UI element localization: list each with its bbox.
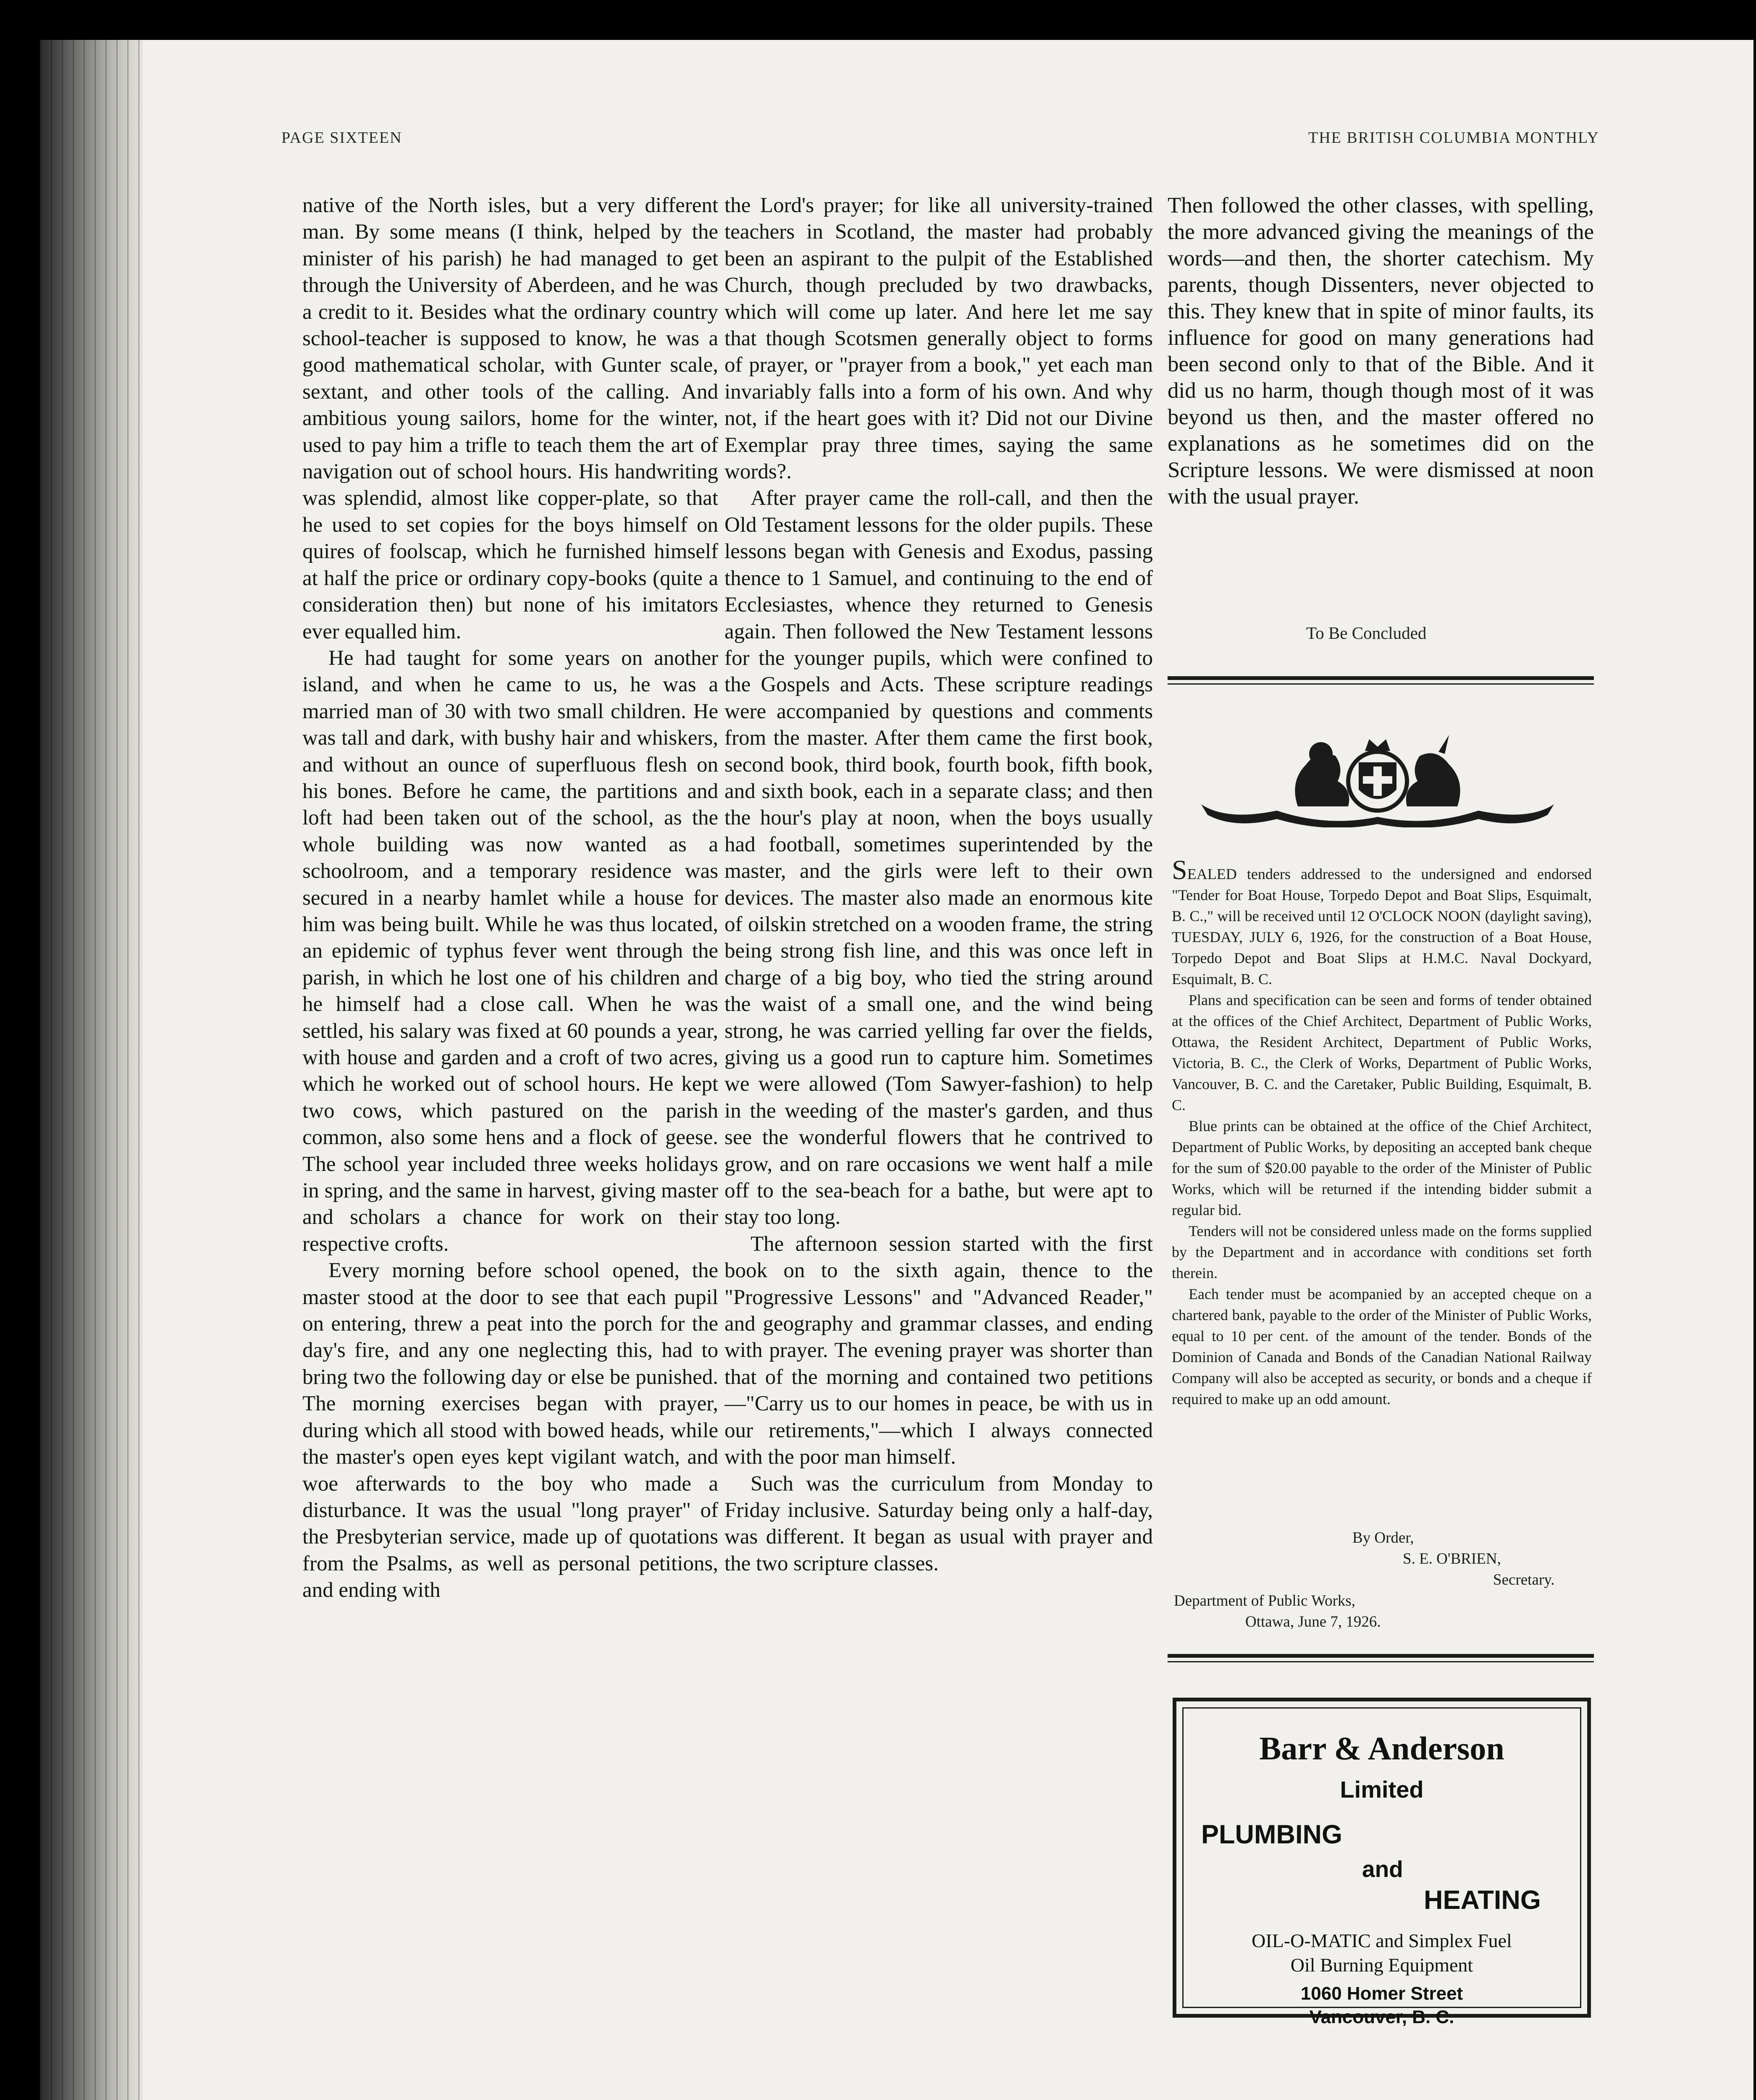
royal-coat-of-arms-icon (1193, 731, 1562, 827)
tender-paragraph: Each tender must be acompanied by an accepted cheque on a chartered bank, payable to the order of the Minister of Public Works, equal to 10 per cent. of the amount of the tender. Bonds of the Dominion of Canada and Bonds of the Canadian National Railway Company will also be accepted as security, or bonds and a cheque if required to make up an odd amount. (1172, 1286, 1592, 1407)
paragraph: Every morning before school opened, the master stood at the door to see that each pupil on entering, threw a peat into the porch for the day's fire, and any one neglecting this, had to bring two the following day or else be punished. The morning exercises began with prayer, during which all stood with bowed heads, while the master's open eyes kept vigilant watch, and woe afterwards to the boy who made a disturbance. It was the usual "long prayer" of the Presbyterian service, made up of quotations from the Psalms, as well as personal petitions, and ending with (302, 1259, 718, 1602)
ad-limited: Limited (1340, 1776, 1424, 1803)
paragraph: Then followed the other classes, with spelling, the more advanced giving the meanings of the words—and then, the shorter catechism. My parents, though Dissenters, never objected to this. They knew that in spite of minor faults, its influence for good on many generations had been second only to that of the Bible. And it did us no harm, though though most of it was beyond us then, and the master offered no explanations as he sometimes did on the Scripture lessons. We were dismissed at noon with the usual prayer. (1168, 193, 1594, 509)
paragraph: Such was the curriculum from Monday to Friday inclusive. Saturday being only a half-day, was different. It began as usual with prayer and the two scripture classes. (724, 1472, 1153, 1575)
page-number-header: PAGE SIXTEEN (281, 129, 402, 147)
divider-rule (1168, 1654, 1594, 1658)
divider-rule (1168, 676, 1594, 680)
divider-rule-thin (1168, 1661, 1594, 1662)
paragraph: The afternoon session started with the first book on to the sixth again, thence to the "Progressive Lessons" and "Advanced Reader," and geography and grammar classes, and ending with prayer. The evening prayer was shorter than that of the morning and contained two petitions—"Carry us to our homes in peace, be with us in our retirements,"—which I always connected with the poor man himself. (724, 1232, 1153, 1469)
sealed-tenders-notice (1172, 855, 1592, 1410)
paragraph: After prayer came the roll-call, and then the Old Testament lessons for the older pupils. These lessons began with Genesis and Exodus, passing thence to 1 Samuel, and continuing to the end of Ecclesiastes, whence they returned to Genesis again. Then followed the New Testament lessons for the younger pupils, which were confined to the Gospels and Acts. These scripture readings were accompanied by questions and comments from the master. After them came the first book, second book, third book, fourth book, fifth book, and sixth book, each in a separate class; and then the hour's play at noon, when the boys usually had football, sometimes superintended by the master, and the girls were left to their own devices. The master also made an enormous kite of oilskin stretched on a wooden frame, the string being strong fish line, and this was once left in charge of a big boy, who tied the string around the waist of a small one, and the wind being strong, he was carried yelling far over the fields, giving us a good run to capture him. Sometimes we were allowed (Tom Sawyer-fashion) to help in the weeding of the master's garden, and thus see the wonderful flowers that he contrived to grow, and on rare occasions we went half a mile off to the sea-beach for a bathe, but were apt to stay too long. (724, 486, 1153, 1229)
page-edges (40, 40, 143, 2100)
tender-paragraph: Tenders will not be considered unless made on the forms supplied by the Department and in accordance with conditions set forth therein. (1172, 1223, 1592, 1281)
place-date-line: Ottawa, June 7, 1926. (1245, 1613, 1381, 1630)
article-column-2 (724, 192, 1153, 1577)
magazine-title-header: THE BRITISH COLUMBIA MONTHLY (1308, 129, 1599, 147)
tender-paragraph: EALED tenders addressed to the undersigned and endorsed "Tender for Boat House, Torpedo Depot and Boat Slips, Esquimalt, B. C.," will be received until 12 O'CLOCK NOON (daylight saving), TUESDAY, JULY 6, 1926, for the construction of a Boat House, Torpedo Depot and Boat Slips at H.M.C. Naval Dockyard, Esquimalt, B. C. (1172, 866, 1592, 987)
tender-paragraph: Blue prints can be obtained at the office of the Chief Architect, Department of Public Works, by depositing an accepted bank cheque for the sum of $20.00 payable to the order of the Minister of Public Works, which will be returned if the intending bidder submit a regular bid. (1172, 1118, 1592, 1218)
to-be-concluded-note: To Be Concluded (1306, 623, 1427, 643)
paragraph: the Lord's prayer; for like all university-trained teachers in Scotland, the master had probably been an aspirant to the pulpit of the Established Church, though precluded by two drawbacks, which will come up later. And here let me say that though Scotsmen generally object to forms of prayer, or "prayer from a book," yet each man invariably falls into a form of his own. And why not, if the heart goes with it? Did not our Divine Exemplar pray three times, saying the same words?. (724, 194, 1153, 484)
ad-plumbing: PLUMBING (1201, 1820, 1342, 1849)
ad-product-line-2: Oil Burning Equipment (1290, 1954, 1473, 1976)
department-line: Department of Public Works, (1174, 1592, 1356, 1609)
article-column-3 (1168, 192, 1594, 510)
ad-product-line-1: OIL-O-MATIC and Simplex Fuel (1252, 1930, 1512, 1951)
drop-cap: S (1172, 855, 1187, 885)
article-column-1 (302, 192, 718, 1604)
paragraph: He had taught for some years on another island, and when he came to us, he was a married man of 30 with two small children. He was tall and dark, with bushy hair and whiskers, and without an ounce of superfluous flesh on his bones. Before he came, the partitions and loft had been taken out of the school, as the whole building was now wanted as a schoolroom, and a temporary residence was secured in a nearby hamlet while a house for him was being built. While he was thus located, an epidemic of typhus fever went through the parish, in which he lost one of his children and he himself had a close call. When he was settled, his salary was fixed at 60 pounds a year, with house and garden and a croft of two acres, which he worked out of school hours. He kept two cows, which pastured on the parish common, also some hens and a flock of geese. The school year included three weeks holidays in spring, and the same in harvest, giving master and scholars a chance for work on their respective crofts. (302, 646, 718, 1256)
paragraph: native of the North isles, but a very different man. By some means (I think, helped by the minister of his parish) he had managed to get through the University of Aberdeen, and he was a credit to it. Besides what the ordinary country school-teacher is supposed to know, he was a good mathematical scholar, with Gunter scale, sextant, and other tools of the calling. And ambitious young sailors, home for the winter, used to pay him a trifle to teach them the art of navigation out of school hours. His handwriting was splendid, almost like copper-plate, so that he used to set copies for the boys himself on quires of foolscap, which he furnished himself at half the price or ordinary copy-books (quite a consideration then) but none of his imitators ever equalled him. (302, 194, 718, 643)
ad-heating: HEATING (1424, 1885, 1541, 1915)
ad-address: 1060 Homer Street (1300, 1983, 1463, 2004)
signer-title: Secretary. (1493, 1571, 1555, 1588)
ad-city: Vancouver, B. C. (1309, 2007, 1454, 2027)
divider-rule-thin (1168, 683, 1594, 685)
ad-and: and (1362, 1856, 1403, 1882)
by-order-line: By Order, (1352, 1529, 1414, 1546)
ad-company-name: Barr & Anderson (1259, 1730, 1504, 1767)
signer-name: S. E. O'BRIEN, (1403, 1550, 1501, 1567)
tender-paragraph: Plans and specification can be seen and forms of tender obtained at the offices of the Chief Architect, Department of Public Works, Ottawa, the Resident Architect, Department of Public Works, Victoria, B. C., the Clerk of Works, Department of Public Works, Vancouver, B. C. and the Caretaker, Public Building, Esquimalt, B. C. (1172, 992, 1592, 1113)
